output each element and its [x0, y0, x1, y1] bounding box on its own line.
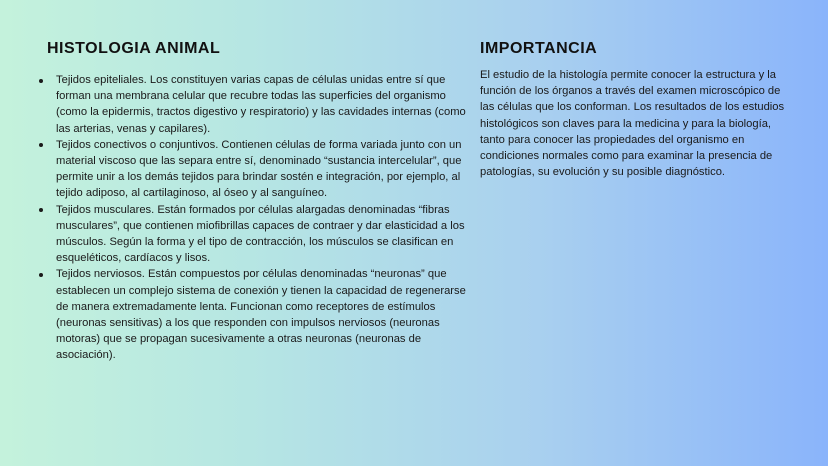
list-item-nerviosos: Tejidos nerviosos. Están compuestos por células denominadas “neuronas” que establecen un complejo sistema de conexión y tienen la capacidad de regenerarse de manera extremadamente lenta. Funcionan como receptores de estímulos (neuronas sensitivas) a los que responden con impulsos nerviosos (neuronas motoras) que se propagan sucesivamente a otras neuronas (neuronas de asociación). [47, 266, 467, 363]
list-item-epiteliales: Tejidos epiteliales. Los constituyen varias capas de células unidas entre sí que forman una membrana celular que recubre todas las superficies del organismo (como la epidermis, tractos digestivo y respiratorio) y las cavidades internas (como las arterias, venas y capilares). [47, 72, 467, 137]
list-item-musculares: Tejidos musculares. Están formados por células alargadas denominadas “fibras musculares”, que contienen miofibrillas capaces de contraer y dar elasticidad a los músculos. Según la forma y el tipo de contracción, los músculos se clasifican en esqueléticos, cardíacos y lisos. [47, 202, 467, 267]
section-title-importancia: IMPORTANCIA [480, 40, 598, 57]
section-title-histologia: HISTOLOGIA ANIMAL [47, 40, 221, 57]
histologia-section [47, 38, 467, 364]
importancia-paragraph: El estudio de la histología permite conocer la estructura y la función de los órganos a través del examen microscópico de las células que los conforman. Los resultados de los estudios histológicos son claves para la medicina y para la biología, tanto para conocer las propiedades del organismo en condiciones normales como para examinar la presencia de patologías, su evolución y su posible diagnóstico. [480, 69, 785, 179]
list-item-conectivos: Tejidos conectivos o conjuntivos. Contienen células de forma variada junto con un material viscoso que las separa entre sí, denominado “sustancia intercelular”, que permite unir a los demás tejidos para brindar sostén e integración, por ejemplo, al tejido adiposo, al cartilaginoso, al óseo y al sanguíneo. [47, 137, 467, 202]
importancia-section [480, 38, 785, 180]
tissue-list [47, 72, 467, 364]
